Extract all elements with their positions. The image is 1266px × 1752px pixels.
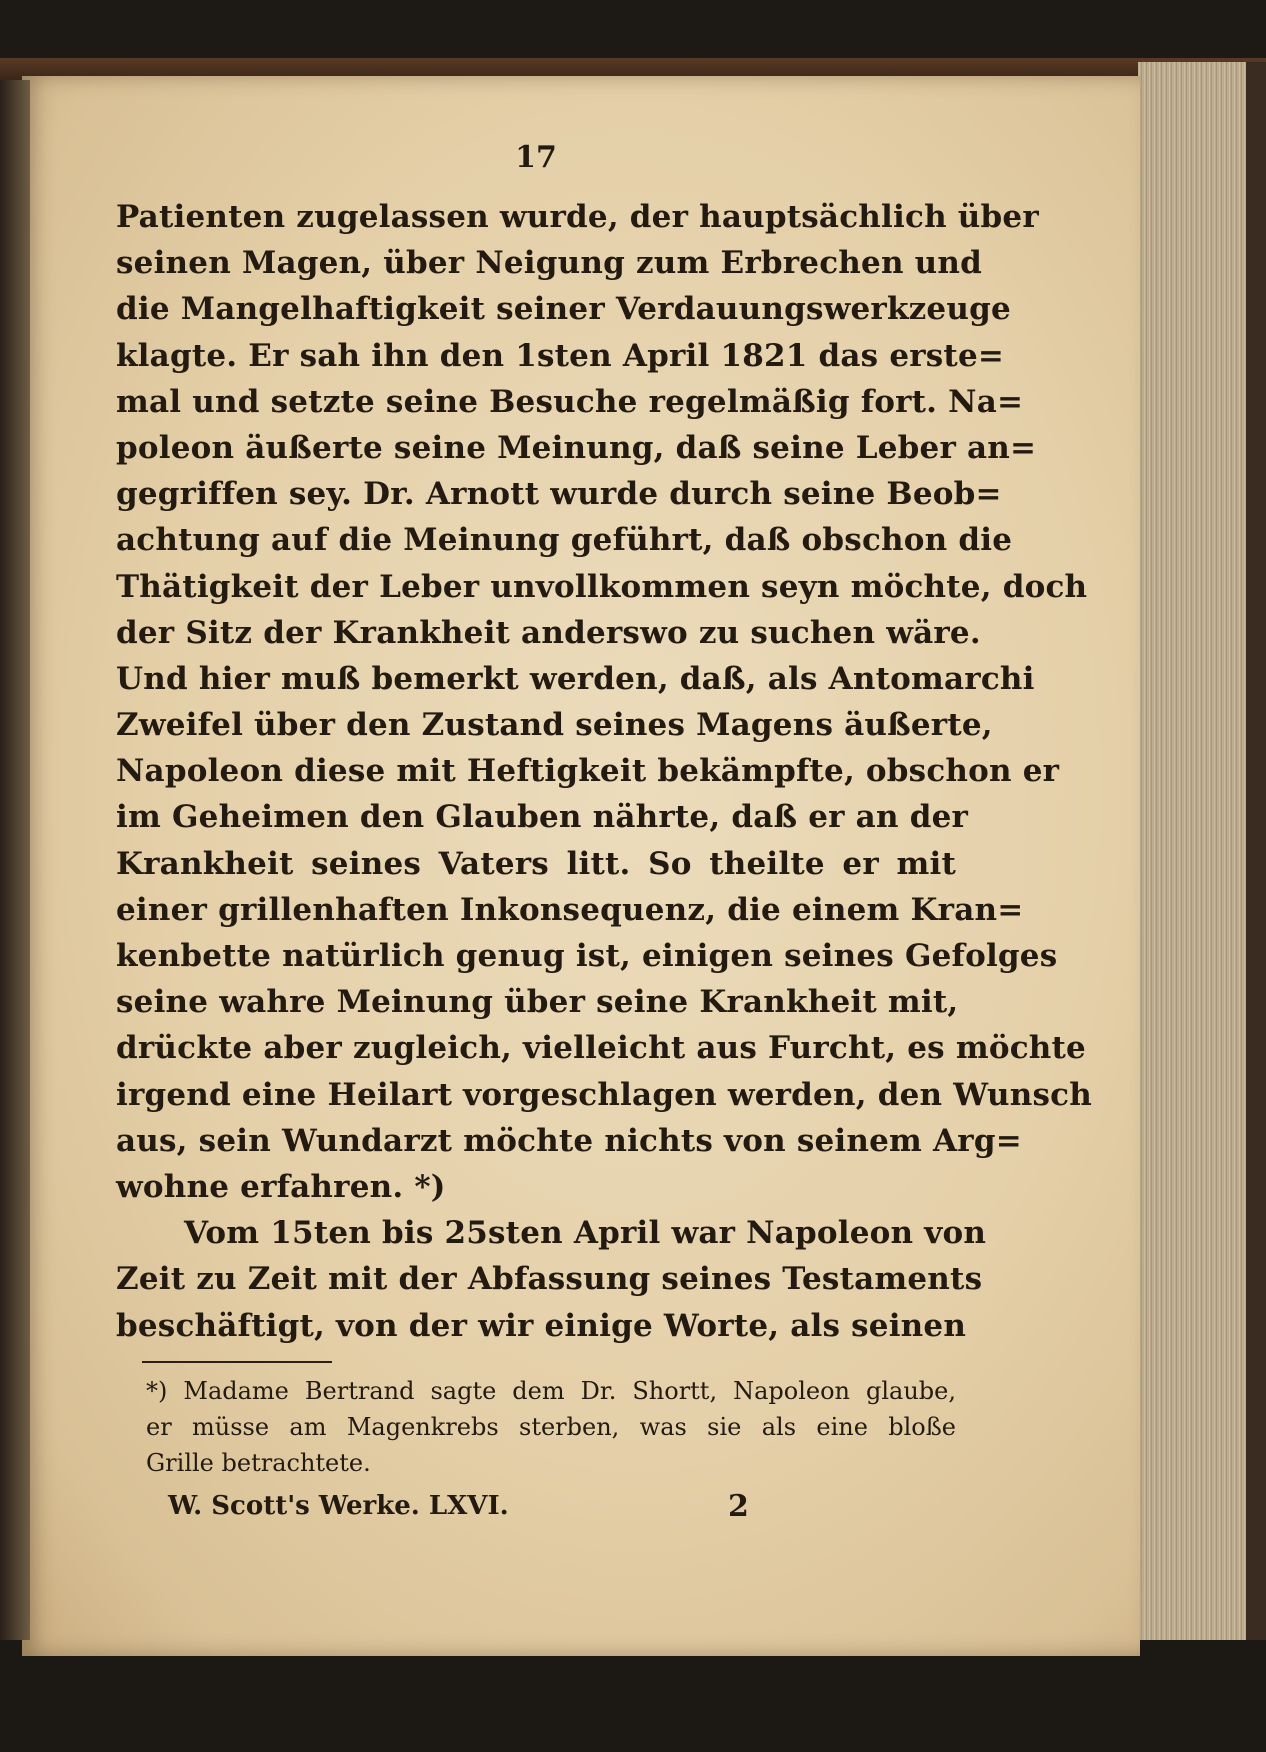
text-line: Patienten zugelassen wurde, der hauptsächlich über bbox=[116, 199, 1039, 235]
text-line: beschäftigt, von der wir einige Worte, als seinen bbox=[116, 1307, 967, 1344]
text-line: poleon äußerte seine Meinung, daß seine Leber an= bbox=[116, 429, 1037, 466]
signature-text: W. Scott's Werke. LXVI. bbox=[168, 1490, 509, 1521]
text-line: irgend eine Heilart vorgeschlagen werden, den Wunsch bbox=[116, 1076, 1092, 1113]
text-line: aus, sein Wundarzt möchte nichts von seinem Arg= bbox=[116, 1122, 1022, 1159]
text-line: Napoleon diese mit Heftigkeit bekämpfte, obschon er bbox=[116, 753, 1060, 790]
footnote-line: *) Madame Bertrand sagte dem Dr. Shortt, Napoleon glaube, bbox=[146, 1376, 956, 1405]
text-line: gegriffen sey. Dr. Arnott wurde durch seine Beob= bbox=[116, 476, 1002, 513]
footnote-line: Grille betrachtete. bbox=[146, 1448, 371, 1477]
text-line: seine wahre Meinung über seine Krankheit mit, bbox=[116, 984, 959, 1021]
spine-shadow bbox=[0, 80, 30, 1640]
text-line: achtung auf die Meinung geführt, daß obschon die bbox=[116, 522, 1013, 559]
text-line: Krankheit seines Vaters litt. So theilte er mit bbox=[116, 845, 956, 882]
book-back-edge bbox=[1246, 62, 1266, 1662]
text-line: Zeit zu Zeit mit der Abfassung seines Testaments bbox=[116, 1261, 983, 1298]
text-line: klagte. Er sah ihn den 1sten April 1821 das erste= bbox=[116, 337, 1005, 374]
text-line: drückte aber zugleich, vielleicht aus Furcht, es möchte bbox=[116, 1030, 1086, 1067]
text-line: Und hier muß bemerkt werden, daß, als Antomarchi bbox=[116, 660, 1035, 697]
text-line: einer grillenhaften Inkonsequenz, die einem Kran= bbox=[116, 891, 1024, 928]
paragraph-1 bbox=[116, 194, 1092, 1210]
text-line: kenbette natürlich genug ist, einigen seines Gefolges bbox=[116, 938, 1058, 974]
footnote-divider bbox=[142, 1361, 332, 1363]
text-line: Thätigkeit der Leber unvollkommen seyn möchte, doch bbox=[116, 568, 1088, 605]
text-line: mal und setzte seine Besuche regelmäßig fort. Na= bbox=[116, 383, 1024, 420]
text-line: im Geheimen den Glauben nährte, daß er an der bbox=[116, 799, 969, 836]
signature-line bbox=[116, 1489, 956, 1535]
paragraph-2 bbox=[116, 1210, 987, 1349]
signature-mark: 2 bbox=[728, 1488, 749, 1524]
page-text bbox=[116, 140, 1092, 1535]
text-line: Zweifel über den Zustand seines Magens äußerte, bbox=[116, 707, 993, 744]
text-line: die Mangelhaftigkeit seiner Verdauungswerkzeuge bbox=[116, 291, 1011, 328]
text-line: seinen Magen, über Neigung zum Erbrechen und bbox=[116, 245, 983, 282]
page-number: 17 bbox=[515, 140, 557, 175]
text-line: Vom 15ten bis 25sten April war Napoleon von bbox=[184, 1215, 987, 1252]
text-line: der Sitz der Krankheit anderswo zu suchen wäre. bbox=[116, 614, 981, 651]
text-line: wohne erfahren. *) bbox=[116, 1168, 446, 1205]
footnote bbox=[116, 1373, 956, 1481]
bottom-shadow bbox=[0, 1640, 1266, 1752]
footnote-line: er müsse am Magenkrebs sterben, was sie als eine bloße bbox=[146, 1412, 956, 1441]
page-stack bbox=[1138, 62, 1250, 1642]
